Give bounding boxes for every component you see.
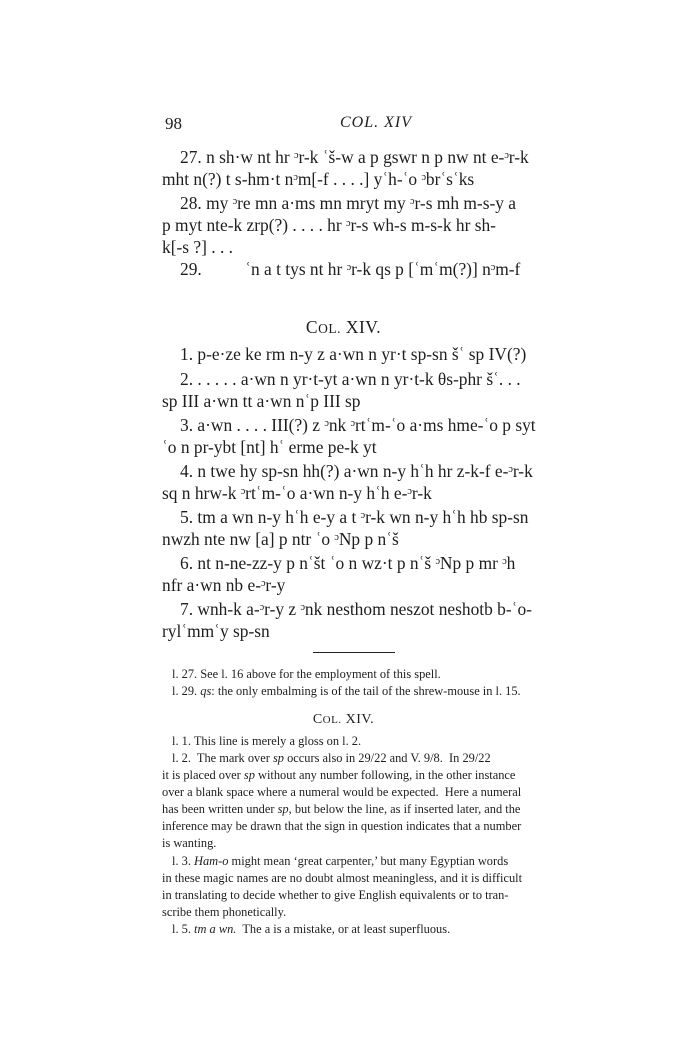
text-line: 1. p-e·ze ke rm n-y z a·wn n yr·t sp-sn šʿ sp IV(?) (180, 344, 527, 364)
footnote: in translating to decide whether to give English equivalents or to tran- (162, 888, 509, 902)
divider (313, 652, 395, 653)
text-line: nfr a·wn nb e-ᵓr-y (162, 575, 286, 595)
section-title: COL. XIV. (305, 317, 382, 337)
text-line: 2. . . . . . a·wn n yr·t-yt a·wn n yr·t-k θs-phr šʿ. . . (180, 369, 521, 389)
text-line: sp III a·wn tt a·wn nʿp III sp (162, 391, 361, 411)
text-line: 3. a·wn . . . . III(?) z ᵓnk ᵓrtʿm-ʿo a·ms hme-ʿo p syt (180, 415, 536, 435)
footnote: l. 3. Ham-o might mean ‘great carpenter,’ but many Egyptian words (172, 854, 509, 868)
footnote: inference may be drawn that the sign in question indicates that a number (162, 819, 522, 833)
footnote: has been written under sp, but below the line, as if inserted later, and the (162, 802, 521, 816)
footnote: in these magic names are no doubt almost meaningless, and it is difficult (162, 871, 523, 885)
footnote: l. 27. See l. 16 above for the employment of this spell. (172, 667, 441, 681)
footnote: is wanting. (162, 836, 217, 850)
footnote: l. 5. tm a wn. The a is a mistake, or at least superfluous. (172, 922, 451, 936)
text-line: k[-s ?] . . . (162, 237, 233, 257)
text-line: 4. n twe hy sp-sn hh(?) a·wn n-y hʿh hr z-k-f e-ᵓr-k (180, 461, 533, 481)
text-line: rylʿmmʿy sp-sn (162, 621, 270, 641)
text-line: sq n hrw-k ᵓrtʿm-ʿo a·wn n-y hʿh e-ᵓr-k (162, 483, 432, 503)
page-number: 98 (165, 114, 182, 133)
text-line: 6. nt n-ne-zz-y p nʿšt ʿo n wz·t p nʿš ᵓNp p mr ᵓh (180, 553, 516, 573)
text-line: 27. n sh·w nt hr ᵓr-k ʿš-w a p gswr n p nw nt e-ᵓr-k (180, 147, 529, 167)
text-line: mht n(?) t s-hm·t nᵓm[-f . . . .] yʿh-ʿo ᵓbrʿsʿks (162, 169, 475, 189)
footnote: l. 1. This line is merely a gloss on l. 2. (172, 734, 362, 748)
footnote: over a blank space where a numeral would be expected. Here a numeral (162, 785, 522, 799)
footnote: it is placed over sp without any number following, in the other instance (162, 768, 516, 782)
text-line: 28. my ᵓre mn a·ms mn mryt my ᵓr-s mh m-s-y a (180, 193, 517, 213)
footnote: scribe them phonetically. (162, 905, 287, 919)
footnote: l. 2. The mark over sp occurs also in 29/22 and V. 9/8. In 29/22 (172, 751, 491, 765)
text-line: 29. ʿn a t tys nt hr ᵓr-k qs p [ʿmʿm(?)] nᵓm-f (180, 259, 521, 279)
text-line: ʿo n pr-ybt [nt] hʿ erme pe-k yt (162, 437, 377, 457)
footnote: l. 29. qs: the only embalming is of the tail of the shrew-mouse in l. 15. (172, 684, 521, 698)
text-line: nwzh nte nw [a] p ntr ʿo ᵓNp p nʿš (162, 529, 399, 549)
notes-title: COL. XIV. (312, 712, 375, 727)
text-line: p myt nte-k zrp(?) . . . . hr ᵓr-s wh-s m-s-k hr sh- (162, 215, 496, 235)
text-line: 7. wnh-k a-ᵓr-y z ᵓnk nesthom neszot neshotb b-ʿo- (180, 599, 532, 619)
text-line: 5. tm a wn n-y hʿh e-y a t ᵓr-k wn n-y hʿh hb sp-sn (180, 507, 529, 527)
running-title: COL. XIV (340, 114, 412, 131)
